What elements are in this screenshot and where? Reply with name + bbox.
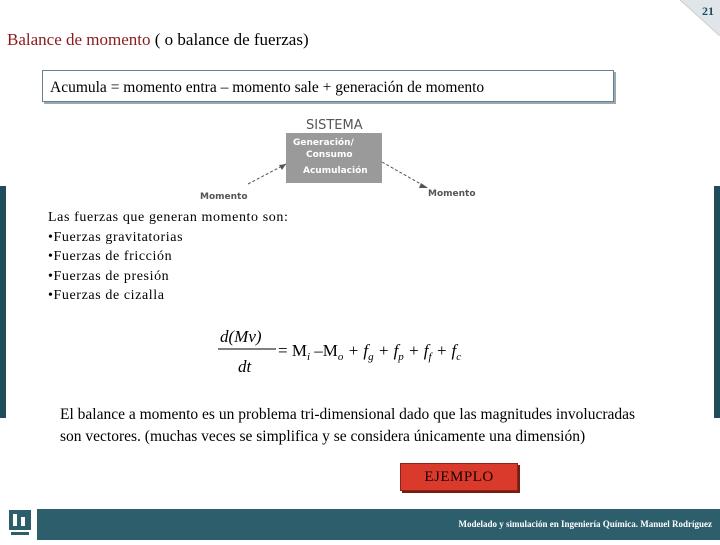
formula-fg: + f — [343, 341, 369, 360]
page-number: 21 — [702, 4, 714, 18]
formula-denominator: dt — [238, 357, 252, 376]
formula-sub-i: i — [306, 351, 311, 363]
dimension-note: El balance a momento es un problema tri-dimensional dado que las magnitudes involucradas son vectores. (muchas veces se simplifica y se considera únicamente una dimensión) — [60, 406, 636, 445]
inflow-label: Momento — [200, 192, 248, 202]
momentum-formula — [218, 322, 528, 378]
formula-svg — [218, 322, 528, 378]
system-label: SISTEMA — [306, 118, 363, 133]
formula-rhs: = M — [278, 341, 307, 360]
list-item: •Fuerzas de fricción — [48, 249, 173, 264]
system-consumption-label: Consumo — [306, 150, 353, 160]
formula-ff: + f — [403, 341, 429, 360]
outflow-arrow — [382, 162, 426, 187]
formula-minus-m: –M — [310, 341, 338, 360]
outflow-arrowhead — [419, 183, 428, 188]
slide-title — [7, 30, 309, 50]
system-diagram — [190, 112, 490, 202]
list-item: •Fuerzas de cizalla — [48, 288, 165, 303]
example-button[interactable]: EJEMPLO — [400, 463, 518, 491]
right-side-bar — [714, 186, 720, 418]
formula-sub-o: o — [337, 351, 344, 363]
system-generation-label: Generación/ — [293, 138, 354, 148]
formula-sub-c: c — [456, 351, 462, 363]
svg-text:= Mi –Mo + fg + fp + ff + fc — [278, 341, 461, 363]
diquima-logo-icon — [3, 507, 37, 540]
page-corner-fold — [680, 0, 720, 36]
system-accumulation-label: Acumulación — [303, 166, 368, 176]
footer-bar — [37, 509, 720, 540]
forces-intro: Las fuerzas que generan momento son: — [48, 210, 289, 225]
formula-numerator: d(Mv) — [220, 327, 262, 346]
formula-sub-p: p — [398, 351, 404, 363]
formula-fc: + f — [431, 341, 457, 360]
formula-fp: + f — [373, 341, 399, 360]
system-diagram-svg — [190, 112, 490, 202]
title-rest: ( o balance de fuerzas) — [150, 30, 309, 49]
title-main: Balance de momento — [7, 30, 151, 49]
forces-list — [48, 208, 288, 306]
footer-credit: Modelado y simulación en Ingeniería Química. Manuel Rodríguez — [458, 519, 712, 529]
list-item: •Fuerzas gravitatorias — [48, 229, 184, 245]
formula-sub-g: g — [368, 351, 374, 363]
page-corner — [680, 0, 720, 36]
formula-sub-f: f — [428, 351, 432, 363]
diquima-logo — [3, 507, 37, 540]
left-side-bar — [0, 186, 6, 418]
list-item: •Fuerzas de presión — [48, 268, 170, 284]
balance-equation-box: Acumula = momento entra – momento sale + generación de momento — [42, 70, 614, 102]
outflow-label: Momento — [428, 189, 476, 199]
